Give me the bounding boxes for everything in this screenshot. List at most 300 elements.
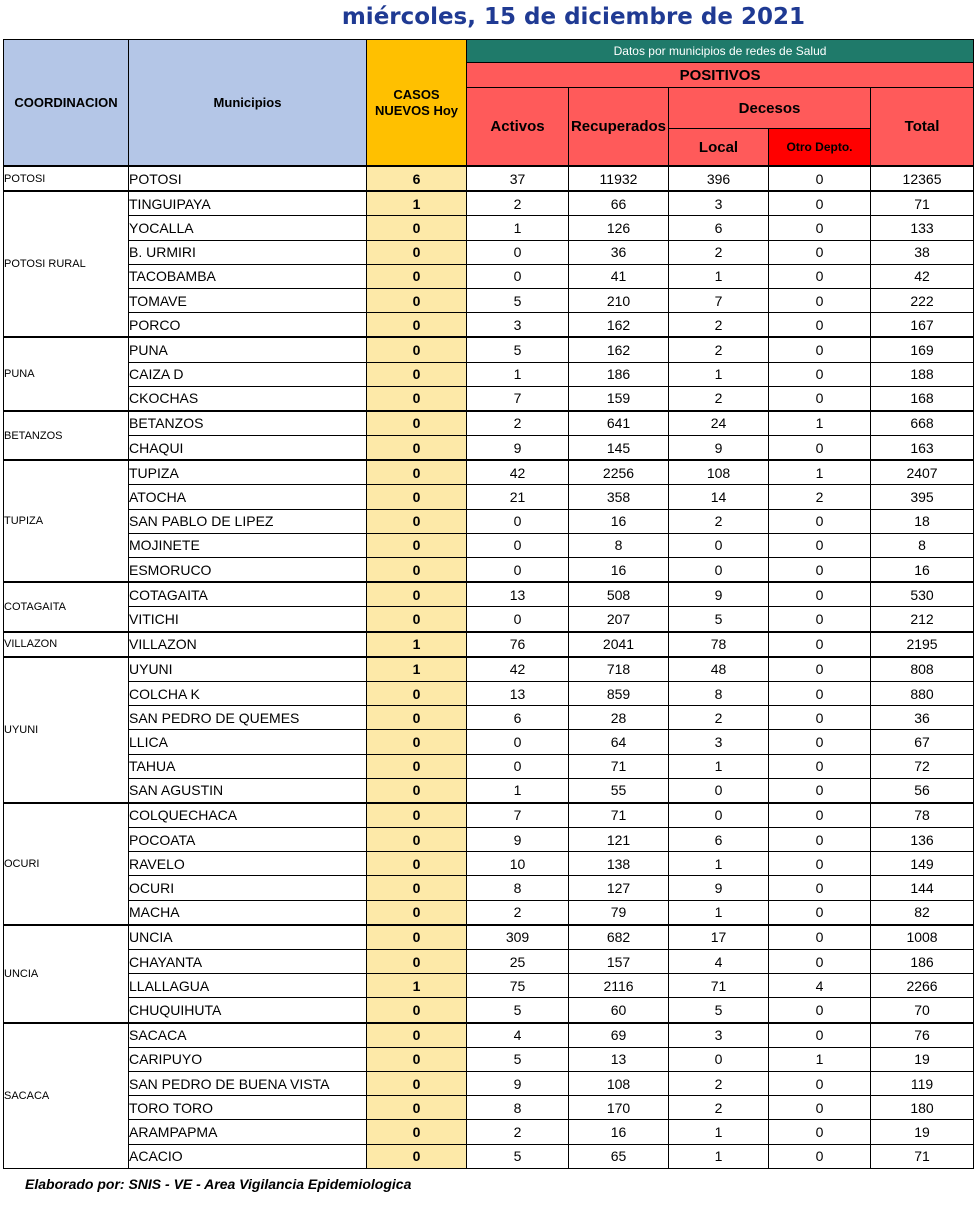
municipio-cell: TACOBAMBA <box>129 264 367 288</box>
total-cell: 169 <box>871 337 974 362</box>
decesos-otro-depto-cell: 0 <box>769 240 871 264</box>
casos-nuevos-cell: 0 <box>367 460 467 485</box>
recuperados-cell: 162 <box>569 313 669 338</box>
casos-nuevos-cell: 0 <box>367 852 467 876</box>
recuperados-cell: 41 <box>569 264 669 288</box>
decesos-otro-depto-cell: 0 <box>769 1096 871 1120</box>
total-cell: 71 <box>871 191 974 216</box>
total-cell: 186 <box>871 950 974 974</box>
decesos-otro-depto-cell: 0 <box>769 436 871 461</box>
total-cell: 149 <box>871 852 974 876</box>
decesos-otro-depto-cell: 0 <box>769 313 871 338</box>
coordinacion-cell: SACACA <box>4 1023 129 1169</box>
recuperados-cell: 641 <box>569 411 669 436</box>
coordinacion-cell: TUPIZA <box>4 460 129 582</box>
recuperados-cell: 13 <box>569 1047 669 1071</box>
recuperados-cell: 71 <box>569 803 669 828</box>
decesos-local-cell: 2 <box>669 337 769 362</box>
table-row <box>4 950 974 974</box>
table-row <box>4 1023 974 1048</box>
activos-cell: 10 <box>467 852 569 876</box>
activos-cell: 5 <box>467 1144 569 1168</box>
activos-cell: 2 <box>467 191 569 216</box>
decesos-otro-depto-cell: 1 <box>769 411 871 436</box>
header-activos: Activos <box>467 88 569 167</box>
activos-cell: 8 <box>467 1096 569 1120</box>
table-row <box>4 533 974 557</box>
municipio-cell: OCURI <box>129 876 367 900</box>
total-cell: 163 <box>871 436 974 461</box>
decesos-local-cell: 2 <box>669 1096 769 1120</box>
municipio-cell: CHAQUI <box>129 436 367 461</box>
casos-nuevos-cell: 0 <box>367 411 467 436</box>
activos-cell: 13 <box>467 582 569 607</box>
decesos-local-cell: 2 <box>669 509 769 533</box>
decesos-local-cell: 14 <box>669 485 769 509</box>
total-cell: 19 <box>871 1120 974 1144</box>
casos-nuevos-cell: 0 <box>367 730 467 754</box>
municipio-cell: TORO TORO <box>129 1096 367 1120</box>
municipio-cell: LLICA <box>129 730 367 754</box>
casos-nuevos-cell: 0 <box>367 706 467 730</box>
activos-cell: 3 <box>467 313 569 338</box>
activos-cell: 5 <box>467 288 569 312</box>
casos-nuevos-cell: 0 <box>367 900 467 925</box>
decesos-local-cell: 78 <box>669 632 769 657</box>
activos-cell: 6 <box>467 706 569 730</box>
decesos-otro-depto-cell: 0 <box>769 558 871 583</box>
decesos-local-cell: 2 <box>669 706 769 730</box>
recuperados-cell: 2256 <box>569 460 669 485</box>
municipio-cell: BETANZOS <box>129 411 367 436</box>
total-cell: 8 <box>871 533 974 557</box>
decesos-local-cell: 0 <box>669 803 769 828</box>
table-row <box>4 657 974 682</box>
casos-nuevos-cell: 0 <box>367 1023 467 1048</box>
table-row <box>4 288 974 312</box>
decesos-otro-depto-cell: 0 <box>769 386 871 411</box>
report-date-title: miércoles, 15 de diciembre de 2021 <box>341 4 805 30</box>
decesos-otro-depto-cell: 0 <box>769 1120 871 1144</box>
activos-cell: 2 <box>467 1120 569 1144</box>
total-cell: 168 <box>871 386 974 411</box>
decesos-otro-depto-cell: 0 <box>769 950 871 974</box>
total-cell: 530 <box>871 582 974 607</box>
recuperados-cell: 16 <box>569 558 669 583</box>
recuperados-cell: 79 <box>569 900 669 925</box>
activos-cell: 1 <box>467 778 569 803</box>
decesos-local-cell: 2 <box>669 313 769 338</box>
recuperados-cell: 159 <box>569 386 669 411</box>
covid-municipal-table <box>3 39 974 1169</box>
municipio-cell: COTAGAITA <box>129 582 367 607</box>
table-row <box>4 900 974 925</box>
activos-cell: 75 <box>467 974 569 998</box>
decesos-otro-depto-cell: 0 <box>769 166 871 191</box>
municipio-cell: CAIZA D <box>129 362 367 386</box>
decesos-local-cell: 5 <box>669 607 769 632</box>
table-row <box>4 558 974 583</box>
coordinacion-cell: OCURI <box>4 803 129 925</box>
total-cell: 72 <box>871 754 974 778</box>
casos-nuevos-cell: 0 <box>367 362 467 386</box>
decesos-local-cell: 17 <box>669 925 769 950</box>
decesos-local-cell: 396 <box>669 166 769 191</box>
recuperados-cell: 60 <box>569 998 669 1023</box>
activos-cell: 7 <box>467 803 569 828</box>
activos-cell: 42 <box>467 657 569 682</box>
table-row <box>4 1096 974 1120</box>
decesos-local-cell: 1 <box>669 1144 769 1168</box>
header-datos-municipios: Datos por municipios de redes de Salud <box>467 40 974 63</box>
decesos-local-cell: 9 <box>669 436 769 461</box>
table-row <box>4 876 974 900</box>
decesos-otro-depto-cell: 0 <box>769 803 871 828</box>
decesos-otro-depto-cell: 0 <box>769 1144 871 1168</box>
total-cell: 212 <box>871 607 974 632</box>
municipio-cell: LLALLAGUA <box>129 974 367 998</box>
municipio-cell: ATOCHA <box>129 485 367 509</box>
header-recuperados: Recuperados <box>569 88 669 167</box>
casos-nuevos-cell: 1 <box>367 974 467 998</box>
total-cell: 133 <box>871 216 974 240</box>
decesos-local-cell: 8 <box>669 681 769 705</box>
total-cell: 136 <box>871 828 974 852</box>
activos-cell: 21 <box>467 485 569 509</box>
decesos-local-cell: 48 <box>669 657 769 682</box>
decesos-local-cell: 1 <box>669 852 769 876</box>
decesos-local-cell: 3 <box>669 1023 769 1048</box>
decesos-local-cell: 1 <box>669 264 769 288</box>
recuperados-cell: 508 <box>569 582 669 607</box>
municipio-cell: UYUNI <box>129 657 367 682</box>
recuperados-cell: 207 <box>569 607 669 632</box>
decesos-otro-depto-cell: 0 <box>769 607 871 632</box>
decesos-otro-depto-cell: 0 <box>769 288 871 312</box>
casos-nuevos-cell: 0 <box>367 803 467 828</box>
decesos-local-cell: 24 <box>669 411 769 436</box>
total-cell: 180 <box>871 1096 974 1120</box>
decesos-otro-depto-cell: 0 <box>769 632 871 657</box>
casos-nuevos-cell: 0 <box>367 582 467 607</box>
total-cell: 67 <box>871 730 974 754</box>
header-coordinacion: COORDINACION <box>4 40 129 167</box>
casos-nuevos-cell: 0 <box>367 288 467 312</box>
table-row <box>4 754 974 778</box>
decesos-otro-depto-cell: 0 <box>769 925 871 950</box>
recuperados-cell: 186 <box>569 362 669 386</box>
activos-cell: 0 <box>467 607 569 632</box>
decesos-local-cell: 9 <box>669 582 769 607</box>
casos-nuevos-cell: 0 <box>367 828 467 852</box>
municipio-cell: CHUQUIHUTA <box>129 998 367 1023</box>
header-casos-nuevos: CASOS NUEVOS Hoy <box>367 40 467 167</box>
table-row <box>4 436 974 461</box>
recuperados-cell: 126 <box>569 216 669 240</box>
recuperados-cell: 210 <box>569 288 669 312</box>
decesos-otro-depto-cell: 0 <box>769 362 871 386</box>
casos-nuevos-cell: 0 <box>367 313 467 338</box>
table-row <box>4 974 974 998</box>
table-row <box>4 803 974 828</box>
casos-nuevos-cell: 0 <box>367 1047 467 1071</box>
total-cell: 144 <box>871 876 974 900</box>
header-municipios: Municipios <box>129 40 367 167</box>
casos-nuevos-cell: 6 <box>367 166 467 191</box>
casos-nuevos-cell: 0 <box>367 558 467 583</box>
activos-cell: 2 <box>467 900 569 925</box>
casos-nuevos-cell: 0 <box>367 240 467 264</box>
total-cell: 808 <box>871 657 974 682</box>
recuperados-cell: 64 <box>569 730 669 754</box>
casos-nuevos-cell: 0 <box>367 264 467 288</box>
casos-nuevos-cell: 0 <box>367 509 467 533</box>
municipio-cell: B. URMIRI <box>129 240 367 264</box>
header-decesos-otro-depto: Otro Depto. <box>769 129 871 167</box>
activos-cell: 0 <box>467 754 569 778</box>
total-cell: 36 <box>871 706 974 730</box>
decesos-otro-depto-cell: 0 <box>769 998 871 1023</box>
decesos-otro-depto-cell: 0 <box>769 191 871 216</box>
municipio-cell: CKOCHAS <box>129 386 367 411</box>
municipio-cell: ESMORUCO <box>129 558 367 583</box>
decesos-otro-depto-cell: 0 <box>769 337 871 362</box>
table-row <box>4 313 974 338</box>
municipio-cell: MACHA <box>129 900 367 925</box>
table-row <box>4 706 974 730</box>
activos-cell: 0 <box>467 533 569 557</box>
decesos-local-cell: 2 <box>669 386 769 411</box>
municipio-cell: TUPIZA <box>129 460 367 485</box>
casos-nuevos-cell: 1 <box>367 191 467 216</box>
total-cell: 56 <box>871 778 974 803</box>
recuperados-cell: 66 <box>569 191 669 216</box>
table-row <box>4 1071 974 1095</box>
table-row <box>4 607 974 632</box>
table-row <box>4 460 974 485</box>
municipio-cell: SAN PEDRO DE QUEMES <box>129 706 367 730</box>
decesos-otro-depto-cell: 0 <box>769 828 871 852</box>
recuperados-cell: 138 <box>569 852 669 876</box>
decesos-otro-depto-cell: 0 <box>769 264 871 288</box>
table-row <box>4 362 974 386</box>
recuperados-cell: 162 <box>569 337 669 362</box>
total-cell: 19 <box>871 1047 974 1071</box>
recuperados-cell: 157 <box>569 950 669 974</box>
activos-cell: 76 <box>467 632 569 657</box>
recuperados-cell: 121 <box>569 828 669 852</box>
municipio-cell: PUNA <box>129 337 367 362</box>
table-row <box>4 240 974 264</box>
activos-cell: 8 <box>467 876 569 900</box>
recuperados-cell: 28 <box>569 706 669 730</box>
municipio-cell: SACACA <box>129 1023 367 1048</box>
activos-cell: 1 <box>467 362 569 386</box>
activos-cell: 42 <box>467 460 569 485</box>
footer-credit: Elaborado por: SNIS - VE - Area Vigilancia Epidemiologica <box>25 1176 412 1192</box>
decesos-local-cell: 71 <box>669 974 769 998</box>
casos-nuevos-cell: 1 <box>367 632 467 657</box>
total-cell: 222 <box>871 288 974 312</box>
municipio-cell: RAVELO <box>129 852 367 876</box>
table-row <box>4 411 974 436</box>
coordinacion-cell: COTAGAITA <box>4 582 129 631</box>
municipio-cell: YOCALLA <box>129 216 367 240</box>
decesos-local-cell: 7 <box>669 288 769 312</box>
decesos-otro-depto-cell: 0 <box>769 1071 871 1095</box>
table-row <box>4 632 974 657</box>
table-body <box>4 166 974 1168</box>
municipio-cell: UNCIA <box>129 925 367 950</box>
municipio-cell: VILLAZON <box>129 632 367 657</box>
activos-cell: 9 <box>467 436 569 461</box>
total-cell: 70 <box>871 998 974 1023</box>
decesos-local-cell: 4 <box>669 950 769 974</box>
total-cell: 2195 <box>871 632 974 657</box>
total-cell: 880 <box>871 681 974 705</box>
recuperados-cell: 358 <box>569 485 669 509</box>
total-cell: 119 <box>871 1071 974 1095</box>
decesos-local-cell: 1 <box>669 362 769 386</box>
decesos-otro-depto-cell: 0 <box>769 730 871 754</box>
total-cell: 167 <box>871 313 974 338</box>
total-cell: 78 <box>871 803 974 828</box>
municipio-cell: SAN PEDRO DE BUENA VISTA <box>129 1071 367 1095</box>
recuperados-cell: 11932 <box>569 166 669 191</box>
decesos-local-cell: 0 <box>669 778 769 803</box>
table-row <box>4 582 974 607</box>
recuperados-cell: 69 <box>569 1023 669 1048</box>
header-decesos: Decesos <box>669 88 871 129</box>
coordinacion-cell: UNCIA <box>4 925 129 1023</box>
activos-cell: 0 <box>467 264 569 288</box>
total-cell: 42 <box>871 264 974 288</box>
decesos-otro-depto-cell: 0 <box>769 582 871 607</box>
recuperados-cell: 170 <box>569 1096 669 1120</box>
decesos-local-cell: 1 <box>669 754 769 778</box>
decesos-local-cell: 0 <box>669 533 769 557</box>
activos-cell: 0 <box>467 240 569 264</box>
casos-nuevos-cell: 0 <box>367 607 467 632</box>
total-cell: 188 <box>871 362 974 386</box>
activos-cell: 0 <box>467 730 569 754</box>
table-row <box>4 1144 974 1168</box>
decesos-local-cell: 1 <box>669 1120 769 1144</box>
activos-cell: 0 <box>467 509 569 533</box>
municipio-cell: SAN AGUSTIN <box>129 778 367 803</box>
municipio-cell: PORCO <box>129 313 367 338</box>
decesos-local-cell: 108 <box>669 460 769 485</box>
decesos-otro-depto-cell: 0 <box>769 852 871 876</box>
activos-cell: 7 <box>467 386 569 411</box>
casos-nuevos-cell: 0 <box>367 681 467 705</box>
municipio-cell: POTOSI <box>129 166 367 191</box>
municipio-cell: COLQUECHACA <box>129 803 367 828</box>
activos-cell: 5 <box>467 1047 569 1071</box>
casos-nuevos-cell: 0 <box>367 1096 467 1120</box>
total-cell: 395 <box>871 485 974 509</box>
municipio-cell: CARIPUYO <box>129 1047 367 1071</box>
decesos-local-cell: 5 <box>669 998 769 1023</box>
decesos-local-cell: 3 <box>669 730 769 754</box>
casos-nuevos-cell: 0 <box>367 876 467 900</box>
municipio-cell: ARAMPAPMA <box>129 1120 367 1144</box>
activos-cell: 9 <box>467 828 569 852</box>
decesos-otro-depto-cell: 0 <box>769 657 871 682</box>
decesos-otro-depto-cell: 1 <box>769 460 871 485</box>
header-decesos-local: Local <box>669 129 769 167</box>
casos-nuevos-cell: 0 <box>367 216 467 240</box>
table-row <box>4 998 974 1023</box>
recuperados-cell: 127 <box>569 876 669 900</box>
table-row <box>4 1120 974 1144</box>
table-row <box>4 730 974 754</box>
coordinacion-cell: VILLAZON <box>4 632 129 657</box>
table-row <box>4 386 974 411</box>
total-cell: 2266 <box>871 974 974 998</box>
recuperados-cell: 682 <box>569 925 669 950</box>
total-cell: 12365 <box>871 166 974 191</box>
decesos-local-cell: 2 <box>669 1071 769 1095</box>
table-row <box>4 681 974 705</box>
decesos-otro-depto-cell: 0 <box>769 706 871 730</box>
coordinacion-cell: POTOSI RURAL <box>4 191 129 337</box>
table-row <box>4 778 974 803</box>
casos-nuevos-cell: 0 <box>367 1144 467 1168</box>
total-cell: 18 <box>871 509 974 533</box>
recuperados-cell: 16 <box>569 509 669 533</box>
table-row <box>4 925 974 950</box>
activos-cell: 1 <box>467 216 569 240</box>
decesos-otro-depto-cell: 0 <box>769 681 871 705</box>
decesos-otro-depto-cell: 0 <box>769 900 871 925</box>
decesos-otro-depto-cell: 0 <box>769 754 871 778</box>
casos-nuevos-cell: 0 <box>367 1120 467 1144</box>
casos-nuevos-cell: 0 <box>367 386 467 411</box>
recuperados-cell: 71 <box>569 754 669 778</box>
recuperados-cell: 8 <box>569 533 669 557</box>
activos-cell: 2 <box>467 411 569 436</box>
decesos-local-cell: 6 <box>669 216 769 240</box>
decesos-local-cell: 0 <box>669 1047 769 1071</box>
activos-cell: 5 <box>467 337 569 362</box>
decesos-otro-depto-cell: 0 <box>769 216 871 240</box>
recuperados-cell: 859 <box>569 681 669 705</box>
decesos-otro-depto-cell: 0 <box>769 533 871 557</box>
casos-nuevos-cell: 0 <box>367 998 467 1023</box>
activos-cell: 9 <box>467 1071 569 1095</box>
decesos-otro-depto-cell: 4 <box>769 974 871 998</box>
recuperados-cell: 36 <box>569 240 669 264</box>
activos-cell: 4 <box>467 1023 569 1048</box>
total-cell: 38 <box>871 240 974 264</box>
municipio-cell: COLCHA K <box>129 681 367 705</box>
table-row <box>4 337 974 362</box>
table-row <box>4 264 974 288</box>
decesos-local-cell: 9 <box>669 876 769 900</box>
casos-nuevos-cell: 0 <box>367 778 467 803</box>
table-row <box>4 852 974 876</box>
table-row <box>4 485 974 509</box>
casos-nuevos-cell: 0 <box>367 950 467 974</box>
total-cell: 1008 <box>871 925 974 950</box>
decesos-local-cell: 1 <box>669 900 769 925</box>
casos-nuevos-cell: 1 <box>367 657 467 682</box>
decesos-otro-depto-cell: 0 <box>769 778 871 803</box>
recuperados-cell: 2041 <box>569 632 669 657</box>
header-total: Total <box>871 88 974 167</box>
coordinacion-cell: UYUNI <box>4 657 129 803</box>
